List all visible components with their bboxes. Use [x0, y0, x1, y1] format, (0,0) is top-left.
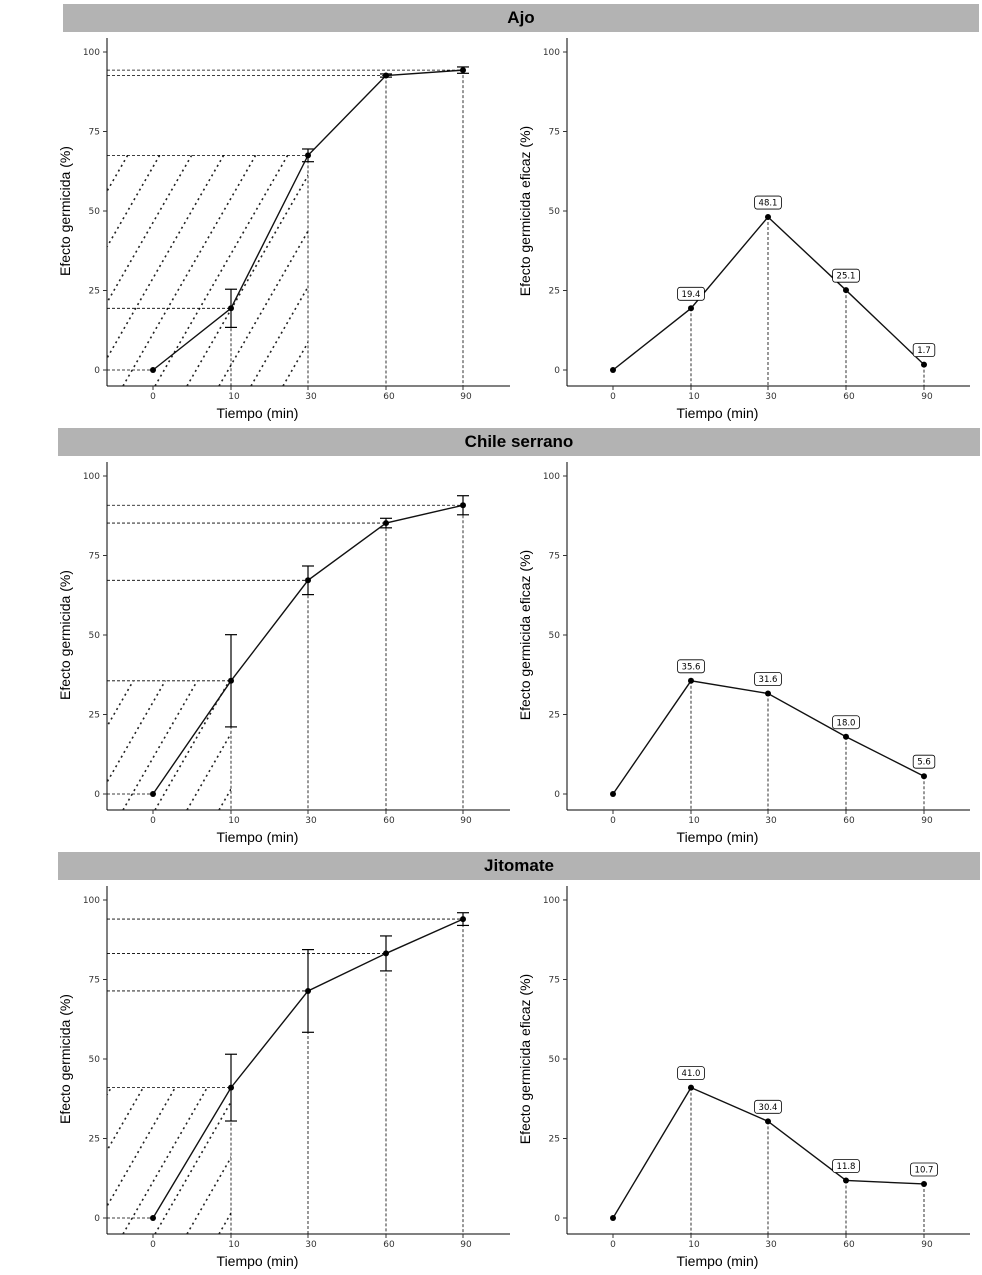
y-tick-label: 0 — [554, 790, 560, 800]
x-tick-label: 90 — [460, 1240, 472, 1250]
y-tick-label: 25 — [88, 1134, 100, 1145]
data-point — [610, 791, 616, 797]
hatch-line — [475, 410, 705, 810]
x-tick-label: 60 — [843, 816, 855, 826]
y-tick-label: 25 — [548, 286, 560, 297]
hatch-line — [123, 0, 353, 386]
y-tick-label: 50 — [88, 207, 100, 217]
data-label — [833, 716, 860, 729]
hatch-line — [251, 834, 481, 1234]
data-label-text: 18.0 — [836, 718, 856, 729]
chart-2-right — [517, 462, 970, 845]
data-point — [150, 1215, 156, 1221]
data-point — [843, 1177, 849, 1183]
y-tick-label: 25 — [88, 286, 100, 297]
x-tick-label: 30 — [765, 392, 777, 402]
x-tick-label: 30 — [305, 392, 317, 402]
y-axis-label: Efecto germicida (%) — [57, 146, 73, 276]
x-tick-label: 10 — [688, 816, 700, 826]
hatch-line — [187, 0, 417, 386]
hatch-line — [155, 0, 385, 386]
hatch-line — [0, 834, 65, 1234]
x-tick-label: 30 — [765, 1240, 777, 1250]
hatch-line — [0, 834, 1, 1234]
hatch-line — [571, 834, 801, 1234]
x-tick-label: 60 — [383, 816, 395, 826]
hatch-line — [603, 410, 833, 810]
data-point — [460, 67, 466, 73]
x-axis-label: Tiempo (min) — [216, 405, 299, 421]
hatch-line — [443, 834, 673, 1234]
x-tick-label: 0 — [610, 392, 616, 402]
y-tick-label: 75 — [548, 551, 560, 562]
hatch-line — [0, 410, 161, 810]
data-label — [678, 287, 705, 300]
series-line — [613, 681, 924, 794]
y-tick-label: 50 — [548, 1055, 560, 1065]
data-point — [843, 287, 849, 293]
y-tick-label: 75 — [548, 975, 560, 986]
chart-1-right — [517, 38, 970, 421]
y-tick-label: 100 — [82, 48, 100, 58]
data-point — [688, 305, 694, 311]
data-label — [833, 1159, 860, 1172]
data-point — [228, 305, 234, 311]
hatch-line — [123, 834, 353, 1234]
hatch-line — [571, 0, 801, 386]
hatch-line — [0, 0, 1, 386]
x-tick-label: 0 — [610, 816, 616, 826]
x-tick-label: 30 — [305, 1240, 317, 1250]
y-tick-label: 0 — [94, 1214, 100, 1224]
data-point — [383, 73, 389, 79]
y-tick-label: 0 — [554, 1214, 560, 1224]
x-axis-label: Tiempo (min) — [676, 1253, 759, 1269]
data-point — [150, 367, 156, 373]
hatch-line — [507, 410, 737, 810]
hatch-line — [59, 410, 289, 810]
hatch-line — [539, 834, 769, 1234]
data-label — [913, 344, 935, 357]
y-tick-label: 25 — [548, 710, 560, 721]
y-tick-label: 50 — [88, 1055, 100, 1065]
x-tick-label: 10 — [688, 392, 700, 402]
y-tick-label: 100 — [82, 472, 100, 482]
data-point — [843, 734, 849, 740]
x-axis-label: Tiempo (min) — [216, 1253, 299, 1269]
hatch-line — [315, 410, 545, 810]
y-tick-label: 75 — [548, 127, 560, 138]
data-point — [383, 950, 389, 956]
x-tick-label: 0 — [150, 816, 156, 826]
x-tick-label: 90 — [921, 392, 933, 402]
hatch-line — [0, 410, 1, 810]
hatch-line — [507, 834, 737, 1234]
data-label — [755, 1100, 782, 1113]
data-label-text: 10.7 — [914, 1165, 934, 1176]
y-tick-label: 0 — [554, 366, 560, 376]
hatch-line — [0, 410, 33, 810]
data-point — [921, 1181, 927, 1187]
hatch-line — [443, 410, 673, 810]
hatch-line — [475, 834, 705, 1234]
data-point — [305, 988, 311, 994]
hatch-line — [315, 834, 545, 1234]
hatch-line — [155, 834, 385, 1234]
series-line — [613, 217, 924, 370]
hatch-line — [219, 0, 449, 386]
data-label-text: 41.0 — [681, 1069, 701, 1080]
chart-3-left — [0, 834, 833, 1269]
data-label-text: 30.4 — [758, 1102, 778, 1113]
data-point — [688, 1085, 694, 1091]
hatch-line — [571, 410, 801, 810]
chart-2-left — [0, 410, 833, 845]
data-point — [460, 502, 466, 508]
data-point — [383, 520, 389, 526]
x-tick-label: 30 — [305, 816, 317, 826]
x-tick-label: 30 — [765, 816, 777, 826]
hatch-line — [219, 834, 449, 1234]
hatch-line — [379, 834, 609, 1234]
x-tick-label: 90 — [460, 816, 472, 826]
hatch-line — [123, 410, 353, 810]
panel-title: Chile serrano — [58, 428, 980, 456]
hatch-area — [0, 834, 833, 1234]
x-tick-label: 90 — [921, 1240, 933, 1250]
hatch-line — [347, 834, 577, 1234]
hatch-line — [0, 834, 161, 1234]
x-tick-label: 60 — [843, 1240, 855, 1250]
data-label-text: 48.1 — [758, 198, 778, 209]
hatch-line — [0, 410, 65, 810]
hatch-line — [507, 0, 737, 386]
data-label-text: 19.4 — [681, 289, 701, 300]
y-axis-label: Efecto germicida eficaz (%) — [517, 973, 533, 1145]
y-tick-label: 50 — [548, 631, 560, 641]
data-label — [911, 1163, 938, 1176]
hatch-line — [219, 410, 449, 810]
data-point — [228, 1085, 234, 1091]
x-tick-label: 10 — [688, 1240, 700, 1250]
x-tick-label: 60 — [383, 1240, 395, 1250]
hatch-line — [187, 410, 417, 810]
hatch-line — [539, 0, 769, 386]
x-tick-label: 0 — [610, 1240, 616, 1250]
data-label-text: 11.8 — [836, 1161, 856, 1172]
x-axis-label: Tiempo (min) — [676, 829, 759, 845]
y-tick-label: 75 — [88, 975, 100, 986]
y-tick-label: 0 — [94, 790, 100, 800]
data-label-text: 25.1 — [836, 271, 856, 282]
y-axis-label: Efecto germicida (%) — [57, 570, 73, 700]
hatch-line — [0, 834, 97, 1234]
hatch-line — [379, 0, 609, 386]
data-point — [150, 791, 156, 797]
hatch-area — [0, 0, 833, 386]
x-axis-label: Tiempo (min) — [676, 405, 759, 421]
hatch-line — [379, 410, 609, 810]
hatch-line — [603, 0, 833, 386]
data-point — [765, 1118, 771, 1124]
y-tick-label: 100 — [82, 896, 100, 906]
hatch-line — [88, 834, 321, 1234]
y-axis-label: Efecto germicida eficaz (%) — [517, 125, 533, 297]
chart-3-right — [517, 886, 970, 1269]
y-tick-label: 100 — [542, 896, 560, 906]
y-tick-label: 50 — [88, 631, 100, 641]
data-label — [678, 660, 705, 673]
y-tick-label: 25 — [88, 710, 100, 721]
hatch-line — [283, 410, 513, 810]
hatch-line — [0, 0, 33, 386]
series-line — [153, 70, 463, 370]
panel-title: Ajo — [63, 4, 979, 32]
hatch-line — [155, 410, 385, 810]
data-point — [305, 152, 311, 158]
data-label — [678, 1067, 705, 1080]
data-label — [755, 196, 782, 209]
hatch-line — [0, 0, 161, 386]
y-tick-label: 0 — [94, 366, 100, 376]
data-point — [921, 362, 927, 368]
x-tick-label: 90 — [460, 392, 472, 402]
hatch-line — [187, 834, 417, 1234]
hatch-line — [0, 410, 193, 810]
hatch-line — [283, 0, 513, 386]
hatch-line — [539, 410, 769, 810]
y-axis-label: Efecto germicida eficaz (%) — [517, 549, 533, 721]
data-point — [610, 1215, 616, 1221]
hatch-line — [0, 0, 225, 386]
y-tick-label: 100 — [542, 472, 560, 482]
data-point — [765, 691, 771, 697]
data-label — [833, 269, 860, 282]
hatch-line — [0, 834, 33, 1234]
data-label-text: 35.6 — [681, 662, 701, 673]
data-point — [688, 678, 694, 684]
x-axis-label: Tiempo (min) — [216, 829, 299, 845]
data-label-text: 5.6 — [917, 757, 931, 768]
x-tick-label: 0 — [150, 1240, 156, 1250]
data-label — [755, 673, 782, 686]
x-tick-label: 60 — [843, 392, 855, 402]
y-tick-label: 100 — [542, 48, 560, 58]
data-point — [765, 214, 771, 220]
chart-1-left — [0, 0, 833, 421]
hatch-line — [0, 834, 225, 1234]
hatch-line — [0, 834, 193, 1234]
panel-title: Jitomate — [58, 852, 980, 880]
y-axis-label: Efecto germicida (%) — [57, 994, 73, 1124]
x-tick-label: 90 — [921, 816, 933, 826]
data-point — [305, 577, 311, 583]
data-label-text: 1.7 — [917, 346, 931, 357]
data-point — [460, 916, 466, 922]
hatch-line — [283, 834, 513, 1234]
hatch-line — [88, 410, 321, 810]
hatch-line — [59, 834, 289, 1234]
x-tick-label: 10 — [228, 392, 240, 402]
hatch-line — [0, 410, 97, 810]
hatch-line — [315, 0, 545, 386]
data-label — [913, 755, 935, 768]
hatch-line — [603, 834, 833, 1234]
x-tick-label: 10 — [228, 1240, 240, 1250]
hatch-line — [251, 0, 481, 386]
hatch-line — [0, 410, 225, 810]
data-point — [610, 367, 616, 373]
data-point — [921, 773, 927, 779]
x-tick-label: 10 — [228, 816, 240, 826]
hatch-line — [475, 0, 705, 386]
data-label-text: 31.6 — [758, 675, 778, 686]
y-tick-label: 25 — [548, 1134, 560, 1145]
hatch-line — [0, 0, 65, 386]
hatch-line — [347, 410, 577, 810]
data-point — [228, 678, 234, 684]
x-tick-label: 0 — [150, 392, 156, 402]
y-tick-label: 50 — [548, 207, 560, 217]
y-tick-label: 75 — [88, 127, 100, 138]
y-tick-label: 75 — [88, 551, 100, 562]
x-tick-label: 60 — [383, 392, 395, 402]
hatch-area — [0, 410, 833, 810]
